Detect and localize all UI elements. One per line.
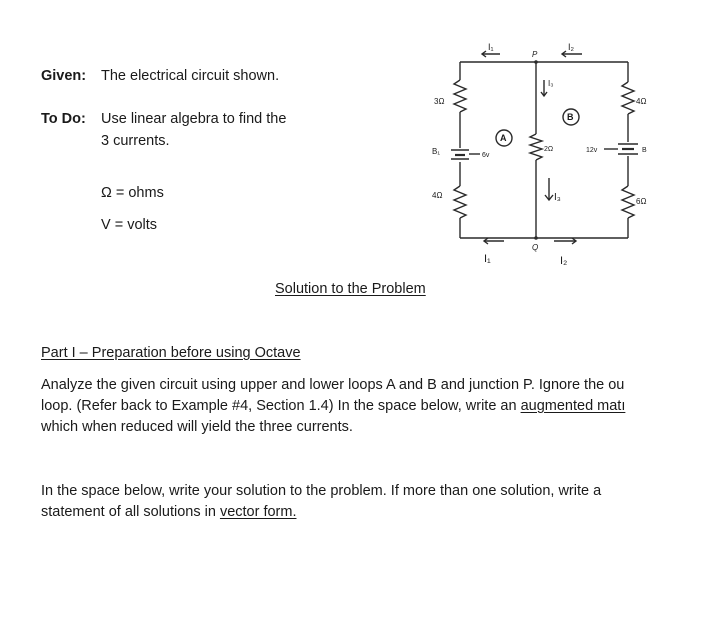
part1-paragraph bbox=[41, 375, 641, 438]
label-6-ohm: 6Ω bbox=[636, 197, 647, 206]
label-i3-mid: I₃ bbox=[548, 79, 554, 88]
part1-heading: Part I – Preparation before using Octave bbox=[41, 345, 301, 361]
todo-line-2: 3 currents. bbox=[101, 133, 170, 149]
resistor-3-ohm bbox=[454, 80, 466, 112]
vector-form-link: vector form. bbox=[219, 504, 297, 520]
label-4-ohm-left: 4Ω bbox=[432, 191, 443, 200]
part1-line-3: which when reduced will yield the three currents. bbox=[41, 419, 353, 435]
label-i1-top: I₁ bbox=[488, 42, 494, 52]
label-3-ohm: 3Ω bbox=[434, 97, 445, 106]
label-i2-top: I₂ bbox=[568, 42, 574, 52]
resistor-4-ohm-left bbox=[454, 186, 466, 218]
label-i1-bottom: I₁ bbox=[484, 253, 491, 265]
label-p: P bbox=[532, 50, 538, 59]
junction-p-dot bbox=[534, 60, 538, 64]
label-i3-lower: I₃ bbox=[554, 192, 561, 203]
label-loop-b: B bbox=[567, 112, 574, 122]
part1-line-1: Analyze the given circuit using upper and lower loops A and B and junction P. Ignore the ou bbox=[41, 377, 625, 393]
label-b1: B₁ bbox=[432, 147, 441, 156]
part2-line-1: In the space below, write your solution to the problem. If more than one solution, write a bbox=[41, 483, 602, 499]
label-6v: 6v bbox=[482, 152, 490, 159]
given-text: The electrical circuit shown. bbox=[101, 68, 280, 84]
label-12v: 12v bbox=[586, 147, 598, 154]
label-4-ohm-right: 4Ω bbox=[636, 97, 647, 106]
label-b-right: B bbox=[642, 147, 647, 154]
given-label: Given: bbox=[41, 68, 87, 84]
resistor-4-ohm-right bbox=[622, 82, 634, 114]
volts-definition: V = volts bbox=[101, 217, 158, 233]
part2-line-2 bbox=[41, 502, 637, 523]
todo-line-1: Use linear algebra to find the bbox=[101, 111, 287, 127]
junction-q-dot bbox=[534, 236, 538, 240]
part1-line-2-text: loop. (Refer back to Example #4, Section 1.4) In the space below, write an bbox=[41, 398, 521, 414]
part2-line-2-text: statement of all solutions in bbox=[41, 504, 220, 520]
resistor-6-ohm bbox=[622, 186, 634, 218]
resistor-2-ohm bbox=[530, 134, 542, 160]
solution-heading: Solution to the Problem bbox=[275, 281, 426, 297]
label-i2-bottom: I₂ bbox=[560, 255, 568, 267]
label-loop-a: A bbox=[500, 133, 507, 143]
part2-paragraph bbox=[41, 481, 641, 523]
label-2-ohm: 2Ω bbox=[544, 146, 554, 153]
circuit-diagram bbox=[426, 38, 666, 278]
todo-label: To Do: bbox=[41, 111, 86, 127]
part1-line-2 bbox=[41, 396, 637, 417]
ohms-definition: Ω = ohms bbox=[101, 185, 164, 201]
augmented-matrix-link: augmented matı bbox=[520, 398, 626, 414]
label-q: Q bbox=[532, 243, 539, 252]
